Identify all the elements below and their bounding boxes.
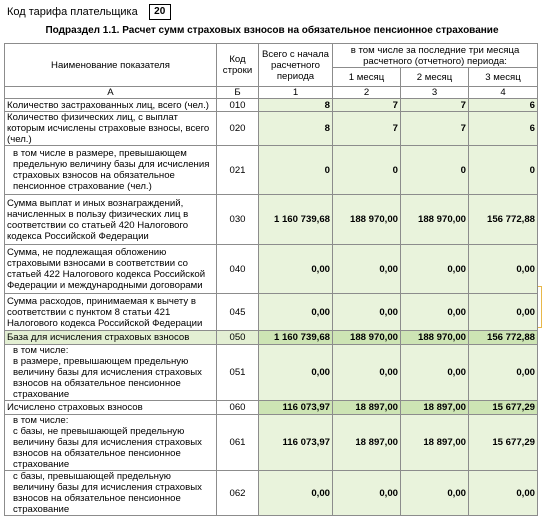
value-cell[interactable]: 7 — [333, 99, 401, 112]
row-code: 040 — [217, 245, 259, 294]
value-cell[interactable]: 116 073,97 — [259, 415, 333, 471]
value-cell[interactable]: 7 — [401, 112, 469, 146]
table-row — [5, 245, 538, 294]
value-cell[interactable]: 0 — [333, 146, 401, 195]
section-title: Подраздел 1.1. Расчет сумм страховых взносов на обязательное пенсионное страхование — [45, 25, 499, 36]
value-cell[interactable]: 6 — [469, 99, 538, 112]
value-cell[interactable]: 0,00 — [259, 294, 333, 331]
row-code: 061 — [217, 415, 259, 471]
row-name: в том числе: в размере, превышающем предельную величину базы для исчисления страховых взносов на обязательное пенсионное страхование — [5, 345, 217, 401]
row-code: 062 — [217, 471, 259, 516]
value-cell[interactable]: 0,00 — [469, 345, 538, 401]
value-cell[interactable]: 18 897,00 — [401, 401, 469, 415]
value-cell[interactable]: 15 677,29 — [469, 401, 538, 415]
column-letter: 2 — [333, 87, 401, 99]
header-code: Код строки — [217, 44, 259, 87]
value-cell[interactable]: 1 160 739,68 — [259, 331, 333, 345]
header-months-group: в том числе за последние три месяца расчетного (отчетного) периода: — [333, 44, 538, 68]
tariff-row — [7, 4, 171, 20]
value-cell[interactable]: 8 — [259, 99, 333, 112]
row-name: с базы, превышающей предельную величину базы для исчисления страховых взносов на обязательное пенсионное страхование — [5, 471, 217, 516]
table-row — [5, 294, 538, 331]
tariff-code-field[interactable]: 20 — [149, 4, 171, 20]
value-cell[interactable]: 0,00 — [469, 471, 538, 516]
value-cell[interactable]: 156 772,88 — [469, 195, 538, 245]
value-cell[interactable]: 156 772,88 — [469, 331, 538, 345]
row-code: 030 — [217, 195, 259, 245]
row-code: 051 — [217, 345, 259, 401]
value-cell[interactable]: 18 897,00 — [401, 415, 469, 471]
focus-marker — [538, 286, 542, 328]
value-cell[interactable]: 0,00 — [469, 294, 538, 331]
value-cell[interactable]: 0,00 — [333, 471, 401, 516]
header-month-3: 3 месяц — [469, 68, 538, 87]
pension-insurance-table — [4, 43, 538, 516]
table-row — [5, 415, 538, 471]
table-row — [5, 99, 538, 112]
header-name: Наименование показателя — [5, 44, 217, 87]
table-row — [5, 401, 538, 415]
header-month-1: 1 месяц — [333, 68, 401, 87]
row-name: Количество физических лиц, с выплат которым исчислены страховые взносы, всего (чел.) — [5, 112, 217, 146]
value-cell[interactable]: 0 — [401, 146, 469, 195]
value-cell[interactable]: 1 160 739,68 — [259, 195, 333, 245]
value-cell[interactable]: 0,00 — [401, 345, 469, 401]
table-row — [5, 331, 538, 345]
value-cell[interactable]: 0,00 — [333, 294, 401, 331]
value-cell[interactable]: 0,00 — [259, 345, 333, 401]
value-cell[interactable]: 0,00 — [259, 245, 333, 294]
row-name: Сумма, не подлежащая обложению страховыми взносами в соответствии со статьей 422 Налогового кодекса Российской Федерации и международными договорами — [5, 245, 217, 294]
row-code: 020 — [217, 112, 259, 146]
column-letter: А — [5, 87, 217, 99]
value-cell[interactable]: 0,00 — [333, 345, 401, 401]
value-cell[interactable]: 188 970,00 — [401, 195, 469, 245]
header-month-2: 2 месяц — [401, 68, 469, 87]
row-code: 060 — [217, 401, 259, 415]
row-name: в том числе в размере, превышающем предельную величину базы для исчисления страховых взносов на обязательное пенсионное страхование (чел.) — [5, 146, 217, 195]
value-cell[interactable]: 116 073,97 — [259, 401, 333, 415]
column-letter: 4 — [469, 87, 538, 99]
table-row — [5, 195, 538, 245]
table-row — [5, 112, 538, 146]
value-cell[interactable]: 18 897,00 — [333, 415, 401, 471]
header-total: Всего с начала расчетного периода — [259, 44, 333, 87]
column-letter: 1 — [259, 87, 333, 99]
table-row — [5, 146, 538, 195]
value-cell[interactable]: 15 677,29 — [469, 415, 538, 471]
value-cell[interactable]: 7 — [333, 112, 401, 146]
row-name: в том числе: с базы, не превышающей предельную величину базы для исчисления страховых взносов на обязательное пенсионное страхование — [5, 415, 217, 471]
value-cell[interactable]: 18 897,00 — [333, 401, 401, 415]
column-letter: 3 — [401, 87, 469, 99]
row-name: Сумма выплат и иных вознаграждений, начисленных в пользу физических лиц в соответствии со статьей 420 Налогового кодекса Российской Федерации — [5, 195, 217, 245]
row-code: 021 — [217, 146, 259, 195]
value-cell[interactable]: 0,00 — [401, 294, 469, 331]
value-cell[interactable]: 7 — [401, 99, 469, 112]
row-code: 010 — [217, 99, 259, 112]
value-cell[interactable]: 0,00 — [259, 471, 333, 516]
value-cell[interactable]: 0,00 — [401, 245, 469, 294]
tariff-label: Код тарифа плательщика — [7, 6, 138, 18]
row-code: 050 — [217, 331, 259, 345]
value-cell[interactable]: 0,00 — [401, 471, 469, 516]
value-cell[interactable]: 0 — [469, 146, 538, 195]
value-cell[interactable]: 6 — [469, 112, 538, 146]
row-name: База для исчисления страховых взносов — [5, 331, 217, 345]
table-row — [5, 345, 538, 401]
value-cell[interactable]: 188 970,00 — [333, 331, 401, 345]
row-name: Исчислено страховых взносов — [5, 401, 217, 415]
value-cell[interactable]: 0,00 — [333, 245, 401, 294]
value-cell[interactable]: 8 — [259, 112, 333, 146]
value-cell[interactable]: 188 970,00 — [401, 331, 469, 345]
row-name: Сумма расходов, принимаемая к вычету в соответствии с пунктом 8 статьи 421 Налогового кодекса Российской Федерации — [5, 294, 217, 331]
value-cell[interactable]: 188 970,00 — [333, 195, 401, 245]
table-row — [5, 471, 538, 516]
value-cell[interactable]: 0,00 — [469, 245, 538, 294]
row-code: 045 — [217, 294, 259, 331]
row-name: Количество застрахованных лиц, всего (чел.) — [5, 99, 217, 112]
column-letter: Б — [217, 87, 259, 99]
value-cell[interactable]: 0 — [259, 146, 333, 195]
